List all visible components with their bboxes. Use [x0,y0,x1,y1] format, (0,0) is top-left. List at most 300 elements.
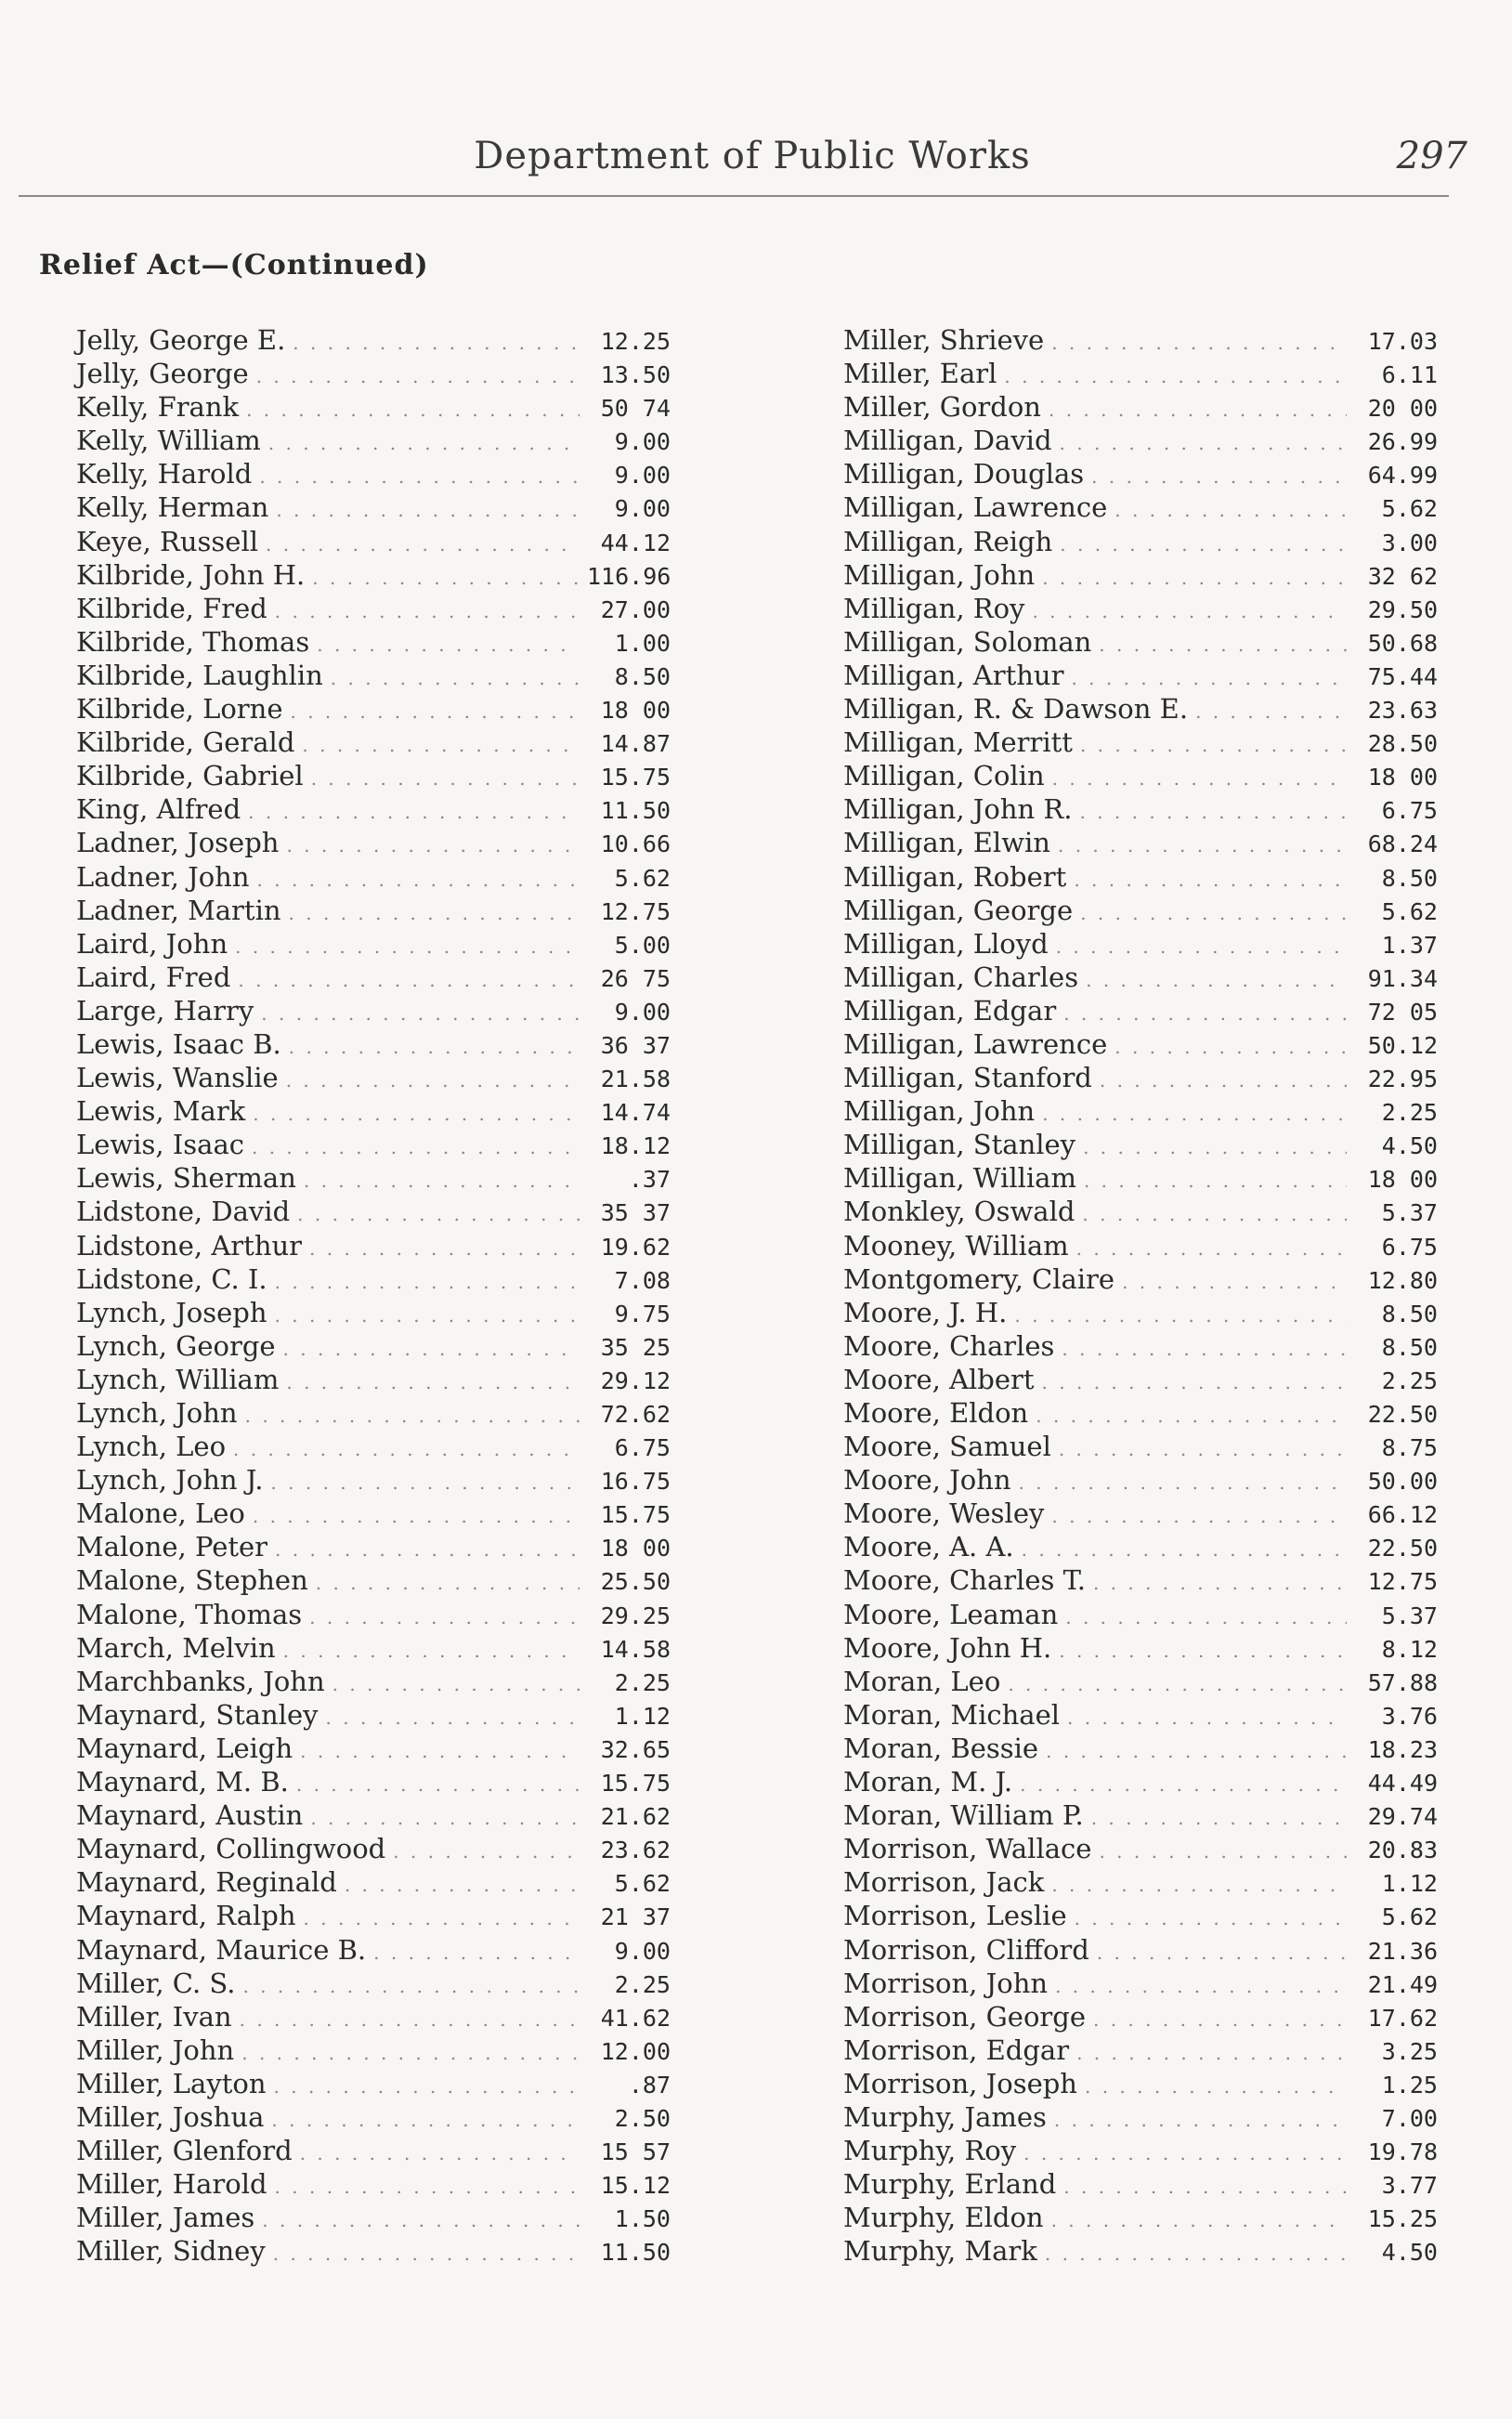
list-item [76,625,671,659]
dot-leader [273,2237,580,2270]
payee-name: Lewis, Mark [76,1095,246,1128]
dot-leader [1045,2237,1347,2270]
payee-name: Lynch, William [76,1363,280,1395]
dot-leader [283,1634,580,1667]
payment-amount: 5.00 [614,931,671,959]
page-title: Department of Public Works [474,135,1031,177]
list-item [843,1128,1438,1161]
list-item [76,1430,671,1463]
payee-name: Maynard, Austin [76,1799,304,1832]
list-item [843,1027,1438,1061]
list-item [76,457,671,490]
payment-amount: 1.25 [1381,2071,1438,2099]
dot-leader [242,1969,580,2003]
dot-leader [1042,1097,1347,1131]
payee-name: Milligan, Elwin [843,827,1050,859]
payee-name: Morrison, George [843,2000,1086,2033]
list-item [76,1933,671,1967]
list-item [76,1463,671,1497]
list-item [843,558,1438,592]
dot-leader [304,1164,580,1197]
dot-leader [240,2003,580,2036]
dot-leader [393,1835,580,1868]
payment-amount: 15 57 [600,2138,671,2166]
payment-amount: 9.00 [614,1937,671,1965]
payment-amount: 9.00 [614,428,671,456]
payee-name: Lewis, Sherman [76,1162,296,1195]
payment-amount: 5.62 [1381,897,1438,925]
dot-leader [1082,1197,1347,1231]
payment-amount: 15.75 [600,1770,671,1798]
list-item [843,1396,1438,1430]
list-item [76,1865,671,1899]
payee-name: Moore, John [843,1464,1011,1497]
list-item [76,1363,671,1396]
payment-amount: 22.95 [1367,1066,1438,1093]
dot-leader [259,460,580,493]
payee-name: Lidstone, Arthur [76,1229,303,1262]
payee-name: Milligan, Merritt [843,726,1073,759]
dot-leader [309,1601,580,1634]
payee-name: Miller, Glenford [76,2135,293,2167]
payment-amount: 27.00 [600,595,671,623]
list-item [843,1899,1438,1932]
list-item [76,961,671,994]
payee-name: Laird, John [76,927,228,960]
dot-leader [1059,1432,1347,1466]
payee-name: Miller, Gordon [843,391,1041,424]
dot-leader [1051,1499,1347,1533]
list-item [76,424,671,457]
list-item [76,525,671,558]
payment-amount: 18 00 [1367,764,1438,791]
payment-amount: 8.50 [614,662,671,690]
list-item [76,1094,671,1128]
payee-name: Marchbanks, John [76,1665,325,1697]
list-item [843,490,1438,524]
list-item [76,2234,671,2268]
list-item [76,1732,671,1765]
payee-name: Moore, John H. [843,1631,1052,1664]
list-item [76,994,671,1027]
list-item [76,1967,671,2000]
payment-amount: 41.62 [600,2004,671,2032]
list-item [843,1195,1438,1228]
list-item [843,1865,1438,1899]
payee-name: Miller, Layton [76,2067,267,2099]
payee-name: Morrison, Edgar [843,2033,1070,2066]
list-item [76,1296,671,1329]
payment-amount: 18 00 [1367,1166,1438,1194]
dot-leader [1063,997,1347,1030]
payment-amount: 1.00 [614,629,671,657]
payment-amount: 9.00 [614,495,671,523]
payee-name: Miller, Joshua [76,2100,265,2133]
payee-name: Miller, C. S. [76,1967,236,1999]
payment-amount: 50.68 [1367,629,1438,657]
payee-name: Kelly, Frank [76,391,240,424]
payee-name: Morrison, John [843,1967,1049,1999]
payment-amount: 4.50 [1381,1132,1438,1160]
payment-amount: 20.83 [1367,1837,1438,1864]
dot-leader [286,1366,580,1399]
payment-amount: 10.66 [600,830,671,858]
payment-amount: 12.25 [600,328,671,355]
list-item [843,692,1438,726]
payment-amount: 9.00 [614,462,671,490]
list-item [76,558,671,592]
list-item [76,390,671,424]
list-item [843,323,1438,357]
payee-name: Kilbride, Thomas [76,625,310,658]
payment-amount: 57.88 [1367,1668,1438,1696]
payment-amount: 5.62 [1381,1903,1438,1931]
payee-name: Morrison, Leslie [843,1900,1067,1932]
dot-leader [310,1801,580,1835]
list-item [843,625,1438,659]
dot-leader [1054,2103,1347,2137]
payee-name: Lynch, Leo [76,1431,227,1463]
payment-amount: 18.12 [600,1132,671,1160]
dot-leader [1091,460,1347,493]
payment-amount: 23.62 [600,1837,671,1864]
list-item [76,2067,671,2100]
payment-amount: 75.44 [1367,662,1438,690]
payee-name: Morrison, Wallace [843,1833,1092,1865]
payment-amount: 11.50 [600,2239,671,2267]
payment-amount: 13.50 [600,361,671,389]
payee-name: Mooney, William [843,1229,1069,1262]
list-item [843,1698,1438,1732]
payee-name: Murphy, Roy [843,2135,1017,2167]
dot-leader [1100,1064,1347,1097]
dot-leader [1080,728,1347,762]
payment-amount: 35 25 [600,1333,671,1361]
payment-amount: 17.03 [1367,328,1438,355]
dot-leader [275,1265,580,1299]
payee-name: Murphy, Mark [843,2235,1037,2268]
dot-leader [1058,829,1347,862]
payment-amount: 21.62 [600,1803,671,1831]
dot-leader [1080,896,1347,930]
list-item [76,1598,671,1631]
payment-amount: 9.75 [614,1300,671,1327]
dot-leader [1055,1969,1347,2003]
payee-name: Murphy, James [843,2100,1047,2133]
list-item [843,1765,1438,1798]
payee-name: Miller, Shrieve [843,324,1045,356]
dot-leader [332,1667,580,1701]
dot-leader [300,2137,580,2170]
payee-name: Malone, Stephen [76,1564,308,1597]
payment-amount: 3.25 [1381,2037,1438,2065]
dot-leader [1091,1801,1347,1835]
payee-name: Milligan, William [843,1162,1076,1195]
payment-amount: 1.12 [614,1702,671,1730]
payment-amount: 21.58 [600,1066,671,1093]
list-item [843,1798,1438,1832]
list-item [76,2033,671,2067]
payment-amount: 44.12 [600,529,671,556]
list-item [843,457,1438,490]
list-item [76,2201,671,2234]
payment-amount: 64.99 [1367,462,1438,490]
payee-name: Ladner, Joseph [76,827,280,859]
payee-name: Milligan, Charles [843,961,1079,993]
dot-leader [270,1466,580,1499]
payee-name: Lynch, John J. [76,1464,264,1497]
list-item [843,1329,1438,1363]
dot-leader [246,393,580,426]
payment-amount: 36 37 [600,1031,671,1059]
list-item [843,2000,1438,2033]
dot-leader [1075,1902,1347,1935]
list-item [843,726,1438,759]
dot-leader [271,2103,580,2137]
payee-name: Lewis, Wanslie [76,1062,279,1094]
list-item [843,1229,1438,1262]
list-item [76,1832,671,1865]
dot-leader [256,360,580,393]
payee-name: Miller, Harold [76,2168,267,2201]
list-item [843,2201,1438,2234]
payee-name: Milligan, Soloman [843,625,1092,658]
dot-leader [317,628,580,661]
payee-name: Moore, Charles [843,1329,1055,1362]
payee-name: Milligan, John R. [843,793,1073,826]
dot-leader [1014,1299,1347,1332]
dot-leader [1051,2203,1347,2237]
payee-name: Moore, J. H. [843,1296,1008,1328]
payment-amount: 91.34 [1367,964,1438,992]
dot-leader [1093,1566,1347,1600]
list-item [843,1631,1438,1665]
payee-name: Kilbride, Gerald [76,726,295,759]
list-item [76,826,671,859]
dot-leader [268,426,580,460]
dot-leader [1036,1399,1347,1432]
dot-leader [311,762,580,795]
payee-name: Miller, James [76,2202,255,2234]
payment-amount: 50 74 [600,395,671,423]
payee-name: Maynard, Collingwood [76,1833,386,1865]
payment-amount: 15.25 [1367,2205,1438,2233]
payee-name: Large, Harry [76,994,254,1026]
list-item [843,2033,1438,2067]
list-item [843,525,1438,558]
payment-amount: 6.75 [614,1434,671,1462]
payee-name: Milligan, Douglas [843,458,1085,490]
list-item [843,357,1438,390]
payment-amount: 50.12 [1367,1031,1438,1059]
payee-name: Kelly, Harold [76,458,253,490]
payment-amount: 25.50 [600,1568,671,1596]
dot-leader [297,1197,580,1231]
list-item [76,1061,671,1094]
list-item [843,2067,1438,2100]
list-item [843,1463,1438,1497]
payment-amount: 14.87 [600,730,671,758]
list-item [76,1665,671,1698]
payment-amount: 3.76 [1381,1702,1438,1730]
payee-name: Milligan, R. & Dawson E. [843,693,1189,726]
dot-leader [312,561,580,595]
list-item [843,1363,1438,1396]
payee-name: Kilbride, Gabriel [76,760,304,792]
dot-leader [1060,426,1347,460]
payee-name: Malone, Leo [76,1497,245,1530]
payment-amount: 5.37 [1381,1199,1438,1227]
list-item [76,323,671,357]
payment-amount: 72 05 [1367,998,1438,1026]
payee-name: Morrison, Clifford [843,1933,1089,1966]
payee-name: Lynch, John [76,1397,238,1429]
payment-amount: 28.50 [1367,730,1438,758]
payment-amount: 26.99 [1367,428,1438,456]
dot-leader [1019,1466,1347,1499]
dot-leader [248,795,580,829]
payment-amount: 21.36 [1367,1937,1438,1965]
dot-leader [257,863,580,896]
list-item [76,792,671,826]
dot-leader [1099,628,1347,661]
list-item [76,1765,671,1798]
payee-name: Moore, Albert [843,1363,1035,1395]
list-item [843,1262,1438,1296]
dot-leader [289,896,580,930]
dot-leader [300,1734,580,1768]
payee-name: Milligan, Robert [843,860,1067,893]
payment-amount: 32 62 [1367,562,1438,590]
payment-amount: 5.37 [1381,1602,1438,1629]
payment-amount: 21 37 [600,1903,671,1931]
list-item [76,2134,671,2167]
payment-amount: 68.24 [1367,830,1438,858]
dot-leader [1079,795,1347,829]
dot-leader [1114,1030,1347,1064]
list-item [843,826,1438,859]
dot-leader [233,1432,580,1466]
payee-name: Laird, Fred [76,961,231,993]
payment-amount: 5.62 [614,1870,671,1898]
dot-leader [261,997,580,1030]
payment-amount: 18.23 [1367,1735,1438,1763]
payee-name: Milligan, Roy [843,592,1025,624]
list-item [76,659,671,692]
list-item [843,894,1438,927]
section-title: Relief Act—(Continued) [39,249,429,281]
payment-amount: 11.50 [600,797,671,825]
payee-name: Kilbride, Lorne [76,693,283,726]
dot-leader [296,1768,580,1801]
payee-name: Lewis, Isaac B. [76,1027,281,1060]
payment-amount: 12.75 [600,897,671,925]
payee-name: Moore, A. A. [843,1531,1014,1563]
payment-amount: 19.78 [1367,2138,1438,2166]
payment-amount: 7.00 [1381,2104,1438,2132]
payment-amount: 6.75 [1381,1233,1438,1261]
list-item [843,390,1438,424]
list-item [843,961,1438,994]
payment-amount: 35 37 [600,1199,671,1227]
list-item [843,1967,1438,2000]
list-item [843,2167,1438,2201]
payee-name: Maynard, Maurice B. [76,1933,367,1966]
payee-name: Moran, Bessie [843,1732,1039,1764]
dot-leader [276,493,580,527]
dot-leader [1065,1601,1347,1634]
list-item [76,2000,671,2033]
payment-amount: 8.50 [1381,864,1438,892]
list-item [76,1161,671,1195]
payment-amount: 19.62 [600,1233,671,1261]
list-item [843,424,1438,457]
payment-amount: 15.12 [600,2172,671,2200]
payment-amount: 15.75 [600,1501,671,1529]
dot-leader [1022,1533,1347,1566]
payee-name: Milligan, John [843,558,1036,591]
list-item [76,592,671,625]
payee-name: Miller, John [76,2033,235,2066]
payee-name: Maynard, Leigh [76,1732,293,1764]
payee-name: Milligan, David [843,425,1052,457]
payee-name: Moran, William P. [843,1799,1084,1832]
payment-amount: 72.62 [600,1401,671,1428]
right-column [843,323,1438,2268]
dot-leader [1042,561,1347,595]
payment-amount: 12.80 [1367,1266,1438,1294]
list-item [843,1430,1438,1463]
payee-name: Milligan, Arthur [843,659,1064,691]
list-item [76,1497,671,1530]
list-item [843,1563,1438,1597]
payment-amount: 18 00 [600,697,671,725]
list-item [843,1161,1438,1195]
payee-name: Lynch, Joseph [76,1296,267,1328]
list-item [843,592,1438,625]
payee-name: Lidstone, David [76,1196,291,1228]
payment-amount: 8.75 [1381,1434,1438,1462]
payee-name: Ladner, John [76,860,250,893]
payment-amount: 9.00 [614,998,671,1026]
list-item [76,1798,671,1832]
dot-leader [245,1399,580,1432]
list-item [843,1530,1438,1563]
dot-leader [1060,528,1347,561]
list-item [843,1497,1438,1530]
payment-amount: 26 75 [600,964,671,992]
payee-name: Maynard, M. B. [76,1766,289,1798]
payee-name: Milligan, Lloyd [843,927,1049,960]
dot-leader [373,1936,580,1969]
payment-amount: 29.25 [600,1602,671,1629]
payment-amount: 2.25 [614,1970,671,1998]
payee-name: Malone, Thomas [76,1598,303,1630]
payee-name: Kilbride, Laughlin [76,659,323,691]
payment-amount: 44.49 [1367,1770,1438,1798]
payee-name: Milligan, Lawrence [843,491,1108,524]
payee-name: Miller, Earl [843,358,997,390]
payee-name: Moran, Michael [843,1698,1061,1731]
payee-name: Kelly, William [76,425,261,457]
payment-amount: 14.58 [600,1635,671,1663]
payee-name: King, Alfred [76,793,241,826]
dot-leader [1086,963,1347,997]
payment-amount: 22.50 [1367,1401,1438,1428]
left-column [76,323,671,2268]
dot-leader [289,1030,580,1064]
dot-leader [1052,762,1347,795]
